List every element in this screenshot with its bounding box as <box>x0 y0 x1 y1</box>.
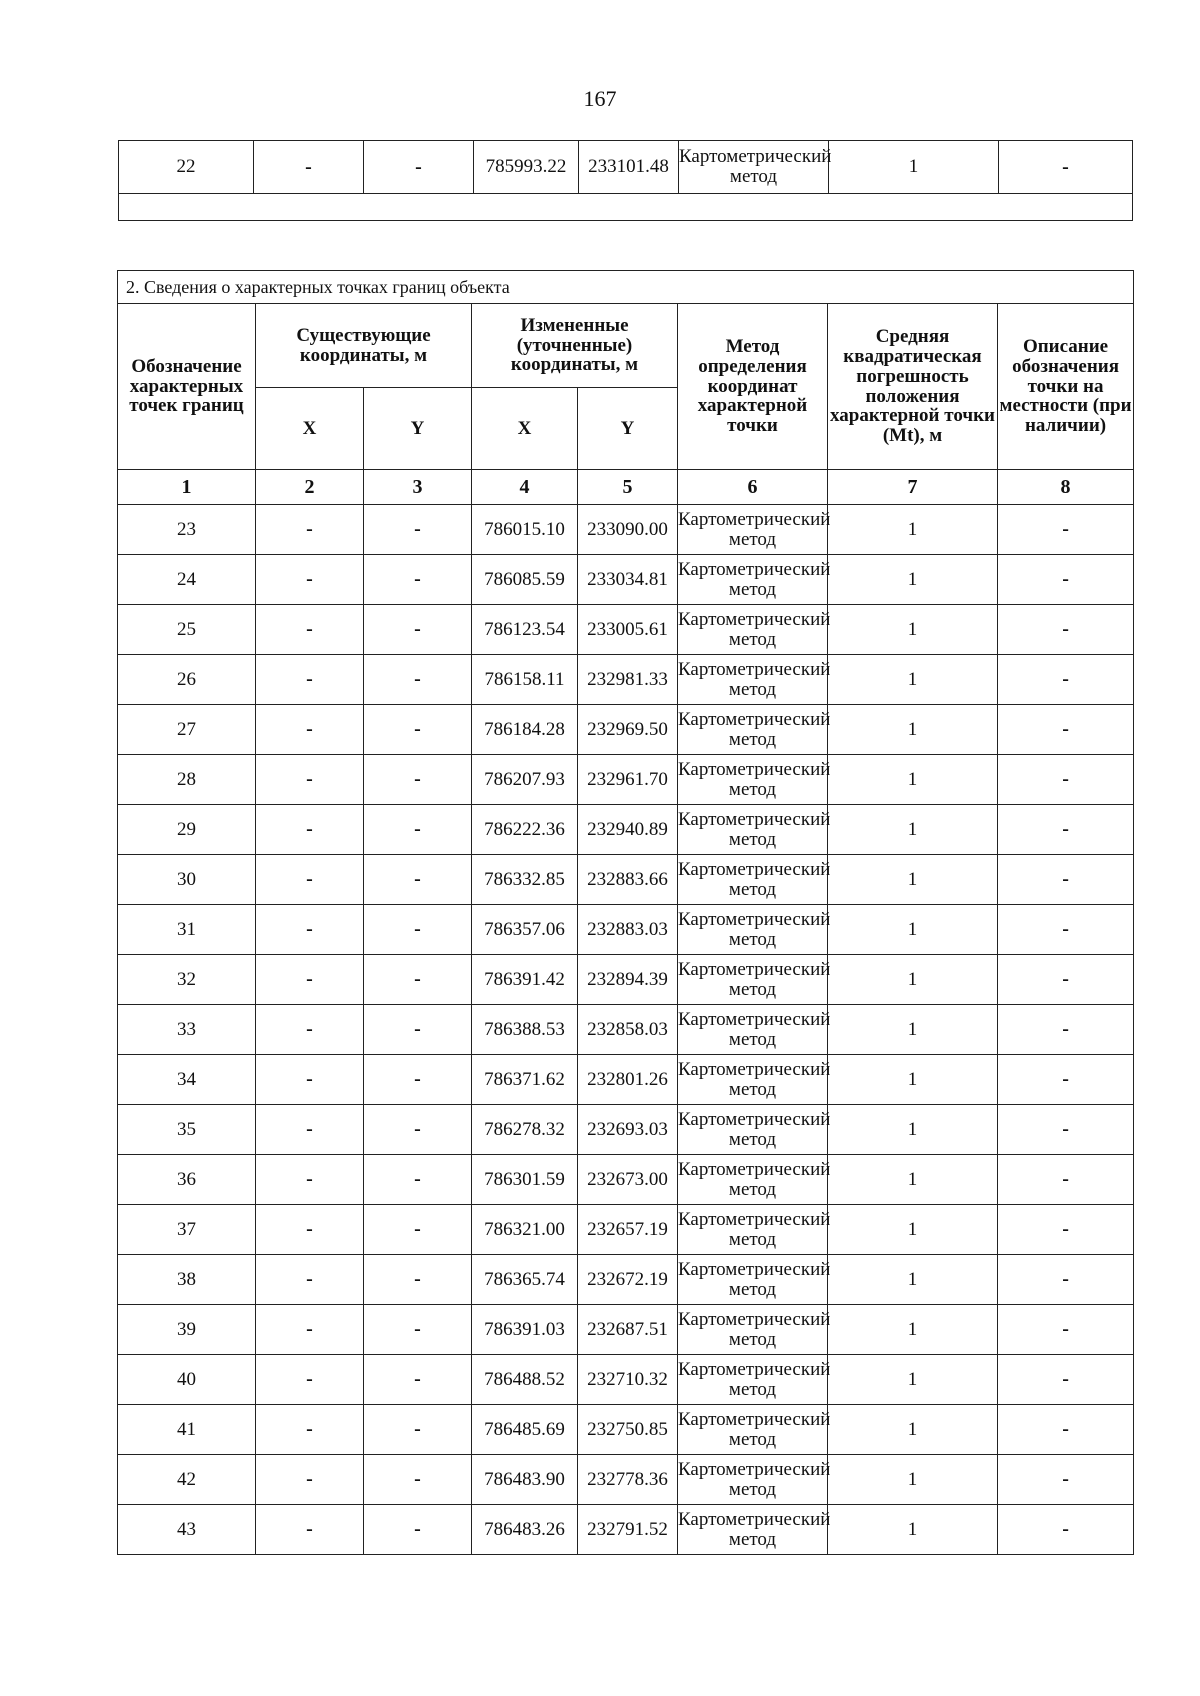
point-number: 25 <box>118 605 256 655</box>
point-number: 40 <box>118 1355 256 1405</box>
mt-value: 1 <box>828 605 998 655</box>
empty-cell <box>119 194 1133 221</box>
point-number: 22 <box>119 141 254 194</box>
existing-y: - <box>364 1305 472 1355</box>
page-number: 167 <box>583 86 617 111</box>
previous-table-continuation <box>118 140 1133 221</box>
mt-value: 1 <box>828 555 998 605</box>
description: - <box>998 955 1134 1005</box>
existing-x: - <box>256 905 364 955</box>
changed-y: 232791.52 <box>578 1505 678 1555</box>
table-row <box>118 1505 1134 1555</box>
method: Картометрический метод <box>678 1405 828 1455</box>
existing-x: - <box>256 955 364 1005</box>
column-number: 3 <box>364 470 472 505</box>
changed-x: 786332.85 <box>472 855 578 905</box>
mt-value: 1 <box>828 855 998 905</box>
method: Картометрический метод <box>678 505 828 555</box>
description: - <box>998 855 1134 905</box>
mt-value: 1 <box>828 1205 998 1255</box>
changed-y: 232883.03 <box>578 905 678 955</box>
mt-value: 1 <box>828 1255 998 1305</box>
description: - <box>998 505 1134 555</box>
changed-x: 786158.11 <box>472 655 578 705</box>
existing-x: - <box>256 1505 364 1555</box>
header-mt: Средняя квадратическая погрешность положения характерной точки (Mt), м <box>828 304 998 470</box>
changed-x: 786085.59 <box>472 555 578 605</box>
header-method: Метод определения координат характерной точки <box>678 304 828 470</box>
existing-y: - <box>364 605 472 655</box>
table-row <box>118 1205 1134 1255</box>
column-number: 1 <box>118 470 256 505</box>
point-number: 34 <box>118 1055 256 1105</box>
mt-value: 1 <box>828 705 998 755</box>
point-number: 26 <box>118 655 256 705</box>
existing-y: - <box>364 1155 472 1205</box>
point-number: 23 <box>118 505 256 555</box>
changed-x: 786123.54 <box>472 605 578 655</box>
existing-x: - <box>256 1305 364 1355</box>
header-point: Обозначение характерных точек границ <box>118 304 256 470</box>
changed-y: 232693.03 <box>578 1105 678 1155</box>
mt-value: 1 <box>828 905 998 955</box>
mt-value: 1 <box>828 805 998 855</box>
existing-y: - <box>364 805 472 855</box>
existing-y: - <box>364 1255 472 1305</box>
method: Картометрический метод <box>678 1105 828 1155</box>
description: - <box>998 1055 1134 1105</box>
changed-x: 786488.52 <box>472 1355 578 1405</box>
table-row <box>118 1405 1134 1455</box>
existing-x: - <box>256 1105 364 1155</box>
changed-x: 786365.74 <box>472 1255 578 1305</box>
table-body <box>118 505 1134 1555</box>
changed-y: 232672.19 <box>578 1255 678 1305</box>
column-number: 6 <box>678 470 828 505</box>
point-number: 43 <box>118 1505 256 1555</box>
changed-y: 232858.03 <box>578 1005 678 1055</box>
mt-value: 1 <box>828 1455 998 1505</box>
method: Картометрический метод <box>678 1355 828 1405</box>
table-row <box>118 705 1134 755</box>
existing-y: - <box>364 955 472 1005</box>
changed-y: 232981.33 <box>578 655 678 705</box>
existing-y: - <box>364 1105 472 1155</box>
header-description: Описание обозначения точки на местности (при наличии) <box>998 304 1134 470</box>
point-number: 28 <box>118 755 256 805</box>
changed-y: 232778.36 <box>578 1455 678 1505</box>
header-changed-x: X <box>472 388 578 470</box>
changed-x: 786391.03 <box>472 1305 578 1355</box>
mt-value: 1 <box>828 505 998 555</box>
description: - <box>998 1005 1134 1055</box>
changed-y: 233090.00 <box>578 505 678 555</box>
changed-y: 232750.85 <box>578 1405 678 1455</box>
mt-value: 1 <box>828 755 998 805</box>
changed-x: 786357.06 <box>472 905 578 955</box>
existing-x: - <box>256 1355 364 1405</box>
existing-x: - <box>256 1405 364 1455</box>
existing-x: - <box>256 555 364 605</box>
existing-y: - <box>364 1205 472 1255</box>
changed-y: 233005.61 <box>578 605 678 655</box>
boundary-points-table <box>117 270 1134 1555</box>
mt-value: 1 <box>828 1055 998 1105</box>
point-number: 38 <box>118 1255 256 1305</box>
existing-y: - <box>364 1505 472 1555</box>
description: - <box>998 705 1134 755</box>
point-number: 32 <box>118 955 256 1005</box>
description: - <box>998 1155 1134 1205</box>
method: Картометрический метод <box>678 1255 828 1305</box>
changed-y: 232801.26 <box>578 1055 678 1105</box>
changed-x: 786301.59 <box>472 1155 578 1205</box>
changed-y: 232673.00 <box>578 1155 678 1205</box>
existing-y: - <box>364 1455 472 1505</box>
table-row <box>118 1355 1134 1405</box>
changed-y: 232969.50 <box>578 705 678 755</box>
method: Картометрический метод <box>679 141 829 194</box>
method: Картометрический метод <box>678 905 828 955</box>
table-row <box>118 655 1134 705</box>
mt-value: 1 <box>828 1005 998 1055</box>
section-title: 2. Сведения о характерных точках границ объекта <box>118 271 1134 304</box>
table-row <box>118 1055 1134 1105</box>
existing-y: - <box>364 1355 472 1405</box>
table-row <box>118 805 1134 855</box>
method: Картометрический метод <box>678 605 828 655</box>
mt-value: 1 <box>828 1155 998 1205</box>
existing-y: - <box>364 1405 472 1455</box>
description: - <box>998 1305 1134 1355</box>
column-number: 2 <box>256 470 364 505</box>
mt-value: 1 <box>828 655 998 705</box>
changed-y: 233101.48 <box>579 141 679 194</box>
description: - <box>998 1505 1134 1555</box>
point-number: 30 <box>118 855 256 905</box>
description: - <box>998 605 1134 655</box>
description: - <box>998 655 1134 705</box>
header-existing-x: X <box>256 388 364 470</box>
description: - <box>998 1105 1134 1155</box>
column-numbers-row <box>118 470 1134 505</box>
existing-y: - <box>364 1055 472 1105</box>
table-row <box>118 1255 1134 1305</box>
method: Картометрический метод <box>678 805 828 855</box>
point-number: 41 <box>118 1405 256 1455</box>
existing-x: - <box>256 1455 364 1505</box>
mt-value: 1 <box>828 1355 998 1405</box>
changed-y: 232894.39 <box>578 955 678 1005</box>
existing-y: - <box>364 905 472 955</box>
point-number: 29 <box>118 805 256 855</box>
point-number: 39 <box>118 1305 256 1355</box>
method: Картометрический метод <box>678 655 828 705</box>
table-row <box>118 605 1134 655</box>
header-existing: Существующие координаты, м <box>256 304 472 388</box>
table-row <box>118 1005 1134 1055</box>
existing-y: - <box>364 755 472 805</box>
existing-y: - <box>364 555 472 605</box>
method: Картометрический метод <box>678 1205 828 1255</box>
table-row <box>118 1105 1134 1155</box>
existing-x: - <box>256 805 364 855</box>
changed-x: 786222.36 <box>472 805 578 855</box>
changed-y: 232961.70 <box>578 755 678 805</box>
table-row <box>118 905 1134 955</box>
existing-y: - <box>364 655 472 705</box>
existing-x: - <box>256 1005 364 1055</box>
method: Картометрический метод <box>678 705 828 755</box>
method: Картометрический метод <box>678 555 828 605</box>
changed-x: 786207.93 <box>472 755 578 805</box>
existing-y: - <box>364 855 472 905</box>
existing-x: - <box>256 1205 364 1255</box>
method: Картометрический метод <box>678 1455 828 1505</box>
mt-value: 1 <box>828 1105 998 1155</box>
changed-x: 786483.90 <box>472 1455 578 1505</box>
table-row <box>119 141 1133 194</box>
column-number: 5 <box>578 470 678 505</box>
table-row <box>118 1305 1134 1355</box>
empty-row <box>119 194 1133 221</box>
header-existing-y: Y <box>364 388 472 470</box>
existing-x: - <box>256 1255 364 1305</box>
existing-x: - <box>256 1055 364 1105</box>
method: Картометрический метод <box>678 1505 828 1555</box>
changed-y: 232657.19 <box>578 1205 678 1255</box>
method: Картометрический метод <box>678 755 828 805</box>
changed-y: 232940.89 <box>578 805 678 855</box>
method: Картометрический метод <box>678 1055 828 1105</box>
changed-x: 785993.22 <box>474 141 579 194</box>
method: Картометрический метод <box>678 1005 828 1055</box>
changed-x: 786278.32 <box>472 1105 578 1155</box>
description: - <box>998 1405 1134 1455</box>
table-row <box>118 1455 1134 1505</box>
existing-x: - <box>256 855 364 905</box>
changed-x: 786015.10 <box>472 505 578 555</box>
point-number: 36 <box>118 1155 256 1205</box>
table-row <box>118 955 1134 1005</box>
table-row <box>118 505 1134 555</box>
changed-y: 233034.81 <box>578 555 678 605</box>
method: Картометрический метод <box>678 855 828 905</box>
point-number: 27 <box>118 705 256 755</box>
method: Картометрический метод <box>678 955 828 1005</box>
existing-x: - <box>254 141 364 194</box>
existing-y: - <box>364 505 472 555</box>
existing-x: - <box>256 605 364 655</box>
header-changed-y: Y <box>578 388 678 470</box>
changed-y: 232687.51 <box>578 1305 678 1355</box>
changed-x: 786371.62 <box>472 1055 578 1105</box>
description: - <box>998 905 1134 955</box>
mt-value: 1 <box>828 1305 998 1355</box>
changed-y: 232710.32 <box>578 1355 678 1405</box>
mt-value: 1 <box>828 955 998 1005</box>
header-changed: Измененные (уточненные) координаты, м <box>472 304 678 388</box>
existing-x: - <box>256 705 364 755</box>
existing-y: - <box>364 705 472 755</box>
existing-x: - <box>256 655 364 705</box>
existing-x: - <box>256 1155 364 1205</box>
description: - <box>998 1255 1134 1305</box>
changed-x: 786321.00 <box>472 1205 578 1255</box>
mt-value: 1 <box>828 1505 998 1555</box>
header-row <box>118 304 1134 388</box>
column-number: 4 <box>472 470 578 505</box>
changed-x: 786184.28 <box>472 705 578 755</box>
table-row <box>118 555 1134 605</box>
method: Картометрический метод <box>678 1155 828 1205</box>
existing-y: - <box>364 1005 472 1055</box>
column-number: 7 <box>828 470 998 505</box>
changed-x: 786483.26 <box>472 1505 578 1555</box>
column-number: 8 <box>998 470 1134 505</box>
changed-x: 786388.53 <box>472 1005 578 1055</box>
description: - <box>998 805 1134 855</box>
changed-x: 786485.69 <box>472 1405 578 1455</box>
existing-x: - <box>256 505 364 555</box>
table-row <box>118 755 1134 805</box>
point-number: 24 <box>118 555 256 605</box>
description: - <box>999 141 1133 194</box>
description: - <box>998 755 1134 805</box>
changed-x: 786391.42 <box>472 955 578 1005</box>
method: Картометрический метод <box>678 1305 828 1355</box>
mt-value: 1 <box>828 1405 998 1455</box>
existing-x: - <box>256 755 364 805</box>
table-row <box>118 855 1134 905</box>
description: - <box>998 1355 1134 1405</box>
point-number: 31 <box>118 905 256 955</box>
changed-y: 232883.66 <box>578 855 678 905</box>
existing-y: - <box>364 141 474 194</box>
point-number: 42 <box>118 1455 256 1505</box>
point-number: 37 <box>118 1205 256 1255</box>
description: - <box>998 1205 1134 1255</box>
point-number: 33 <box>118 1005 256 1055</box>
table-row <box>118 1155 1134 1205</box>
description: - <box>998 555 1134 605</box>
point-number: 35 <box>118 1105 256 1155</box>
description: - <box>998 1455 1134 1505</box>
mt-value: 1 <box>829 141 999 194</box>
